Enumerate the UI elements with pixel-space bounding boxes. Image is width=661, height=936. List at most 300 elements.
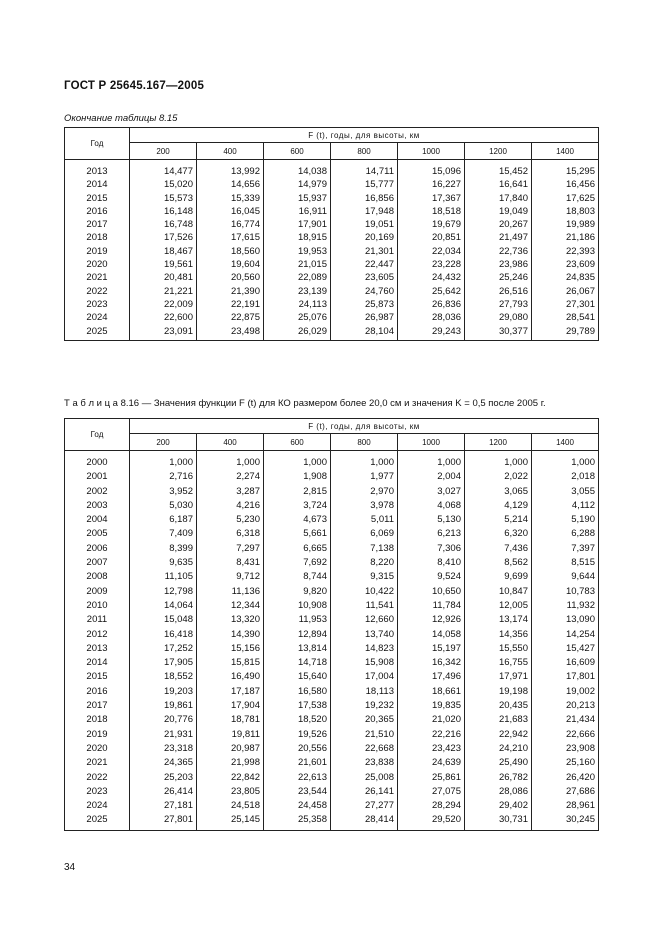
year-cell: 2005 — [65, 527, 130, 541]
value-cell: 9,699 — [465, 570, 532, 584]
value-cell: 21,020 — [398, 713, 465, 727]
value-cell: 24,210 — [465, 742, 532, 756]
value-cell: 12,926 — [398, 613, 465, 627]
value-cell: 21,186 — [532, 231, 599, 244]
value-cell: 28,104 — [331, 325, 398, 341]
value-cell: 10,908 — [264, 599, 331, 613]
table-row — [65, 271, 599, 284]
value-cell: 22,089 — [264, 271, 331, 284]
value-cell: 26,782 — [465, 771, 532, 785]
value-cell: 16,580 — [264, 685, 331, 699]
value-cell: 21,434 — [532, 713, 599, 727]
value-cell: 18,915 — [264, 231, 331, 244]
value-cell: 6,187 — [130, 513, 197, 527]
value-cell: 19,811 — [197, 728, 264, 742]
value-cell: 15,020 — [130, 178, 197, 191]
value-cell: 24,458 — [264, 799, 331, 813]
value-cell: 23,986 — [465, 258, 532, 271]
value-cell: 9,524 — [398, 570, 465, 584]
value-cell: 26,141 — [331, 785, 398, 799]
value-cell: 16,748 — [130, 218, 197, 231]
value-cell: 30,377 — [465, 325, 532, 341]
table-row — [65, 728, 599, 742]
value-cell: 23,805 — [197, 785, 264, 799]
value-cell: 22,034 — [398, 245, 465, 258]
value-cell: 18,520 — [264, 713, 331, 727]
value-cell: 17,840 — [465, 192, 532, 205]
value-cell: 25,203 — [130, 771, 197, 785]
year-cell: 2004 — [65, 513, 130, 527]
table-row — [65, 742, 599, 756]
table-row — [65, 178, 599, 191]
value-cell: 22,009 — [130, 298, 197, 311]
table-row — [65, 542, 599, 556]
year-cell: 2001 — [65, 470, 130, 484]
value-cell: 11,932 — [532, 599, 599, 613]
table-row — [65, 670, 599, 684]
value-cell: 17,252 — [130, 642, 197, 656]
table-row — [65, 613, 599, 627]
value-cell: 20,267 — [465, 218, 532, 231]
value-cell: 16,755 — [465, 656, 532, 670]
value-cell: 17,971 — [465, 670, 532, 684]
value-cell: 12,894 — [264, 628, 331, 642]
value-cell: 11,953 — [264, 613, 331, 627]
value-cell: 19,051 — [331, 218, 398, 231]
value-cell: 19,002 — [532, 685, 599, 699]
value-cell: 6,288 — [532, 527, 599, 541]
value-cell: 14,058 — [398, 628, 465, 642]
value-cell: 5,011 — [331, 513, 398, 527]
table-row — [65, 813, 599, 830]
altitude-header: 400 — [197, 434, 264, 451]
table2-caption: Т а б л и ц а 8.16 — Значения функции F (t) для КО размером более 20,0 см и значения K = 0,5 после 2005 г. — [64, 398, 546, 409]
table1-group-header: F (t), годы, для высоты, км — [130, 128, 599, 143]
value-cell: 5,030 — [130, 499, 197, 513]
value-cell: 17,187 — [197, 685, 264, 699]
value-cell: 11,136 — [197, 585, 264, 599]
table-row — [65, 258, 599, 271]
value-cell: 17,496 — [398, 670, 465, 684]
year-cell: 2018 — [65, 231, 130, 244]
value-cell: 28,036 — [398, 311, 465, 324]
value-cell: 1,000 — [197, 451, 264, 471]
value-cell: 12,344 — [197, 599, 264, 613]
year-cell: 2011 — [65, 613, 130, 627]
value-cell: 27,301 — [532, 298, 599, 311]
value-cell: 7,397 — [532, 542, 599, 556]
value-cell: 16,456 — [532, 178, 599, 191]
table-row — [65, 699, 599, 713]
value-cell: 23,228 — [398, 258, 465, 271]
value-cell: 9,644 — [532, 570, 599, 584]
table-row — [65, 799, 599, 813]
value-cell: 21,390 — [197, 285, 264, 298]
year-cell: 2015 — [65, 192, 130, 205]
value-cell: 6,320 — [465, 527, 532, 541]
table-row — [65, 245, 599, 258]
value-cell: 1,000 — [465, 451, 532, 471]
value-cell: 26,836 — [398, 298, 465, 311]
value-cell: 25,246 — [465, 271, 532, 284]
year-cell: 2022 — [65, 285, 130, 298]
value-cell: 23,423 — [398, 742, 465, 756]
value-cell: 26,516 — [465, 285, 532, 298]
table-row — [65, 451, 599, 471]
value-cell: 16,641 — [465, 178, 532, 191]
value-cell: 27,181 — [130, 799, 197, 813]
value-cell: 16,490 — [197, 670, 264, 684]
table-row — [65, 642, 599, 656]
value-cell: 17,538 — [264, 699, 331, 713]
value-cell: 15,452 — [465, 160, 532, 179]
value-cell: 7,138 — [331, 542, 398, 556]
value-cell: 22,600 — [130, 311, 197, 324]
value-cell: 3,027 — [398, 485, 465, 499]
altitude-header: 200 — [130, 434, 197, 451]
value-cell: 26,420 — [532, 771, 599, 785]
value-cell: 30,245 — [532, 813, 599, 830]
value-cell: 16,045 — [197, 205, 264, 218]
value-cell: 14,823 — [331, 642, 398, 656]
value-cell: 15,295 — [532, 160, 599, 179]
value-cell: 18,781 — [197, 713, 264, 727]
value-cell: 21,221 — [130, 285, 197, 298]
value-cell: 29,520 — [398, 813, 465, 830]
value-cell: 21,301 — [331, 245, 398, 258]
value-cell: 19,232 — [331, 699, 398, 713]
value-cell: 3,055 — [532, 485, 599, 499]
value-cell: 15,339 — [197, 192, 264, 205]
altitude-header: 600 — [264, 434, 331, 451]
value-cell: 18,467 — [130, 245, 197, 258]
year-cell: 2014 — [65, 178, 130, 191]
value-cell: 16,609 — [532, 656, 599, 670]
value-cell: 8,431 — [197, 556, 264, 570]
value-cell: 22,447 — [331, 258, 398, 271]
value-cell: 1,000 — [130, 451, 197, 471]
altitude-header: 1200 — [465, 434, 532, 451]
value-cell: 9,635 — [130, 556, 197, 570]
value-cell: 7,409 — [130, 527, 197, 541]
value-cell: 6,069 — [331, 527, 398, 541]
value-cell: 21,683 — [465, 713, 532, 727]
table-row — [65, 685, 599, 699]
value-cell: 16,911 — [264, 205, 331, 218]
table2-body — [65, 451, 599, 831]
value-cell: 14,979 — [264, 178, 331, 191]
altitude-header: 1000 — [398, 143, 465, 160]
value-cell: 18,518 — [398, 205, 465, 218]
value-cell: 6,665 — [264, 542, 331, 556]
year-cell: 2013 — [65, 160, 130, 179]
value-cell: 1,977 — [331, 470, 398, 484]
year-cell: 2021 — [65, 756, 130, 770]
year-cell: 2003 — [65, 499, 130, 513]
altitude-header: 1000 — [398, 434, 465, 451]
value-cell: 28,541 — [532, 311, 599, 324]
table-row — [65, 628, 599, 642]
value-cell: 19,679 — [398, 218, 465, 231]
value-cell: 23,139 — [264, 285, 331, 298]
value-cell: 20,435 — [465, 699, 532, 713]
value-cell: 25,358 — [264, 813, 331, 830]
value-cell: 24,518 — [197, 799, 264, 813]
altitude-header: 800 — [331, 143, 398, 160]
value-cell: 19,198 — [465, 685, 532, 699]
value-cell: 14,477 — [130, 160, 197, 179]
value-cell: 8,515 — [532, 556, 599, 570]
value-cell: 10,783 — [532, 585, 599, 599]
value-cell: 17,367 — [398, 192, 465, 205]
value-cell: 17,526 — [130, 231, 197, 244]
value-cell: 5,214 — [465, 513, 532, 527]
year-cell: 2002 — [65, 485, 130, 499]
value-cell: 16,856 — [331, 192, 398, 205]
table-row — [65, 231, 599, 244]
value-cell: 20,851 — [398, 231, 465, 244]
year-cell: 2006 — [65, 542, 130, 556]
value-cell: 16,774 — [197, 218, 264, 231]
value-cell: 28,294 — [398, 799, 465, 813]
page-number: 34 — [64, 862, 76, 873]
value-cell: 15,640 — [264, 670, 331, 684]
value-cell: 5,130 — [398, 513, 465, 527]
value-cell: 23,605 — [331, 271, 398, 284]
table-row — [65, 513, 599, 527]
altitude-header: 1400 — [532, 434, 599, 451]
value-cell: 19,561 — [130, 258, 197, 271]
value-cell: 21,510 — [331, 728, 398, 742]
value-cell: 8,744 — [264, 570, 331, 584]
value-cell: 29,243 — [398, 325, 465, 341]
value-cell: 18,661 — [398, 685, 465, 699]
value-cell: 24,639 — [398, 756, 465, 770]
value-cell: 17,904 — [197, 699, 264, 713]
value-cell: 1,000 — [532, 451, 599, 471]
value-cell: 23,609 — [532, 258, 599, 271]
value-cell: 14,711 — [331, 160, 398, 179]
table-row — [65, 205, 599, 218]
altitude-header: 200 — [130, 143, 197, 160]
table-row — [65, 771, 599, 785]
value-cell: 26,414 — [130, 785, 197, 799]
value-cell: 27,075 — [398, 785, 465, 799]
value-cell: 15,427 — [532, 642, 599, 656]
value-cell: 23,498 — [197, 325, 264, 341]
value-cell: 2,004 — [398, 470, 465, 484]
value-cell: 7,297 — [197, 542, 264, 556]
table-row — [65, 160, 599, 179]
value-cell: 7,306 — [398, 542, 465, 556]
table-row — [65, 527, 599, 541]
value-cell: 13,740 — [331, 628, 398, 642]
value-cell: 27,686 — [532, 785, 599, 799]
value-cell: 4,112 — [532, 499, 599, 513]
value-cell: 19,604 — [197, 258, 264, 271]
year-cell: 2010 — [65, 599, 130, 613]
table-row — [65, 325, 599, 341]
value-cell: 23,318 — [130, 742, 197, 756]
value-cell: 22,736 — [465, 245, 532, 258]
value-cell: 3,952 — [130, 485, 197, 499]
value-cell: 18,113 — [331, 685, 398, 699]
table2-group-header: F (t), годы, для высоты, км — [130, 419, 599, 434]
value-cell: 4,068 — [398, 499, 465, 513]
year-cell: 2012 — [65, 628, 130, 642]
table-row — [65, 570, 599, 584]
value-cell: 29,789 — [532, 325, 599, 341]
value-cell: 21,015 — [264, 258, 331, 271]
value-cell: 24,760 — [331, 285, 398, 298]
value-cell: 4,216 — [197, 499, 264, 513]
value-cell: 17,948 — [331, 205, 398, 218]
value-cell: 2,716 — [130, 470, 197, 484]
value-cell: 8,410 — [398, 556, 465, 570]
value-cell: 1,000 — [398, 451, 465, 471]
value-cell: 15,908 — [331, 656, 398, 670]
value-cell: 18,552 — [130, 670, 197, 684]
value-cell: 3,065 — [465, 485, 532, 499]
year-cell: 2014 — [65, 656, 130, 670]
year-cell: 2021 — [65, 271, 130, 284]
value-cell: 3,287 — [197, 485, 264, 499]
year-cell: 2013 — [65, 642, 130, 656]
value-cell: 15,937 — [264, 192, 331, 205]
value-cell: 1,908 — [264, 470, 331, 484]
value-cell: 7,692 — [264, 556, 331, 570]
year-cell: 2015 — [65, 670, 130, 684]
value-cell: 10,650 — [398, 585, 465, 599]
value-cell: 19,989 — [532, 218, 599, 231]
value-cell: 13,814 — [264, 642, 331, 656]
value-cell: 6,213 — [398, 527, 465, 541]
value-cell: 2,274 — [197, 470, 264, 484]
value-cell: 17,905 — [130, 656, 197, 670]
table1-caption: Окончание таблицы 8.15 — [64, 113, 178, 124]
value-cell: 12,798 — [130, 585, 197, 599]
table-row — [65, 298, 599, 311]
year-cell: 2000 — [65, 451, 130, 471]
value-cell: 19,526 — [264, 728, 331, 742]
value-cell: 13,992 — [197, 160, 264, 179]
value-cell: 13,090 — [532, 613, 599, 627]
value-cell: 22,875 — [197, 311, 264, 324]
year-cell: 2020 — [65, 258, 130, 271]
value-cell: 23,908 — [532, 742, 599, 756]
value-cell: 20,365 — [331, 713, 398, 727]
table-row — [65, 713, 599, 727]
value-cell: 22,393 — [532, 245, 599, 258]
value-cell: 19,203 — [130, 685, 197, 699]
table-row — [65, 285, 599, 298]
year-cell: 2007 — [65, 556, 130, 570]
table1-altitude-row — [65, 143, 599, 160]
table1 — [64, 127, 599, 341]
value-cell: 22,216 — [398, 728, 465, 742]
value-cell: 10,847 — [465, 585, 532, 599]
document-header: ГОСТ Р 25645.167—2005 — [64, 80, 205, 92]
year-cell: 2025 — [65, 325, 130, 341]
value-cell: 24,113 — [264, 298, 331, 311]
value-cell: 15,197 — [398, 642, 465, 656]
value-cell: 7,436 — [465, 542, 532, 556]
value-cell: 13,320 — [197, 613, 264, 627]
value-cell: 21,601 — [264, 756, 331, 770]
value-cell: 15,156 — [197, 642, 264, 656]
value-cell: 9,712 — [197, 570, 264, 584]
value-cell: 6,318 — [197, 527, 264, 541]
year-cell: 2023 — [65, 298, 130, 311]
value-cell: 22,668 — [331, 742, 398, 756]
value-cell: 3,978 — [331, 499, 398, 513]
table-row — [65, 311, 599, 324]
table-row — [65, 785, 599, 799]
value-cell: 14,390 — [197, 628, 264, 642]
value-cell: 15,096 — [398, 160, 465, 179]
value-cell: 18,560 — [197, 245, 264, 258]
value-cell: 25,008 — [331, 771, 398, 785]
value-cell: 15,048 — [130, 613, 197, 627]
year-cell: 2016 — [65, 685, 130, 699]
value-cell: 20,481 — [130, 271, 197, 284]
year-cell: 2023 — [65, 785, 130, 799]
value-cell: 4,673 — [264, 513, 331, 527]
value-cell: 17,801 — [532, 670, 599, 684]
value-cell: 25,642 — [398, 285, 465, 298]
year-cell: 2017 — [65, 699, 130, 713]
value-cell: 28,086 — [465, 785, 532, 799]
value-cell: 27,793 — [465, 298, 532, 311]
value-cell: 19,953 — [264, 245, 331, 258]
value-cell: 25,873 — [331, 298, 398, 311]
table1-body — [65, 160, 599, 341]
value-cell: 27,277 — [331, 799, 398, 813]
value-cell: 29,080 — [465, 311, 532, 324]
table2-altitude-row — [65, 434, 599, 451]
value-cell: 24,835 — [532, 271, 599, 284]
value-cell: 22,666 — [532, 728, 599, 742]
year-cell: 2020 — [65, 742, 130, 756]
value-cell: 29,402 — [465, 799, 532, 813]
value-cell: 22,191 — [197, 298, 264, 311]
table1-year-header: Год — [65, 128, 130, 160]
value-cell: 9,820 — [264, 585, 331, 599]
value-cell: 1,000 — [264, 451, 331, 471]
value-cell: 14,064 — [130, 599, 197, 613]
year-cell: 2025 — [65, 813, 130, 830]
value-cell: 22,613 — [264, 771, 331, 785]
value-cell: 25,076 — [264, 311, 331, 324]
table-row — [65, 192, 599, 205]
value-cell: 19,861 — [130, 699, 197, 713]
table2-year-header: Год — [65, 419, 130, 451]
value-cell: 14,038 — [264, 160, 331, 179]
value-cell: 20,560 — [197, 271, 264, 284]
value-cell: 20,556 — [264, 742, 331, 756]
value-cell: 9,315 — [331, 570, 398, 584]
table-row — [65, 499, 599, 513]
year-cell: 2022 — [65, 771, 130, 785]
value-cell: 17,004 — [331, 670, 398, 684]
value-cell: 17,625 — [532, 192, 599, 205]
value-cell: 5,230 — [197, 513, 264, 527]
value-cell: 17,901 — [264, 218, 331, 231]
value-cell: 2,018 — [532, 470, 599, 484]
value-cell: 14,356 — [465, 628, 532, 642]
value-cell: 19,835 — [398, 699, 465, 713]
value-cell: 25,861 — [398, 771, 465, 785]
